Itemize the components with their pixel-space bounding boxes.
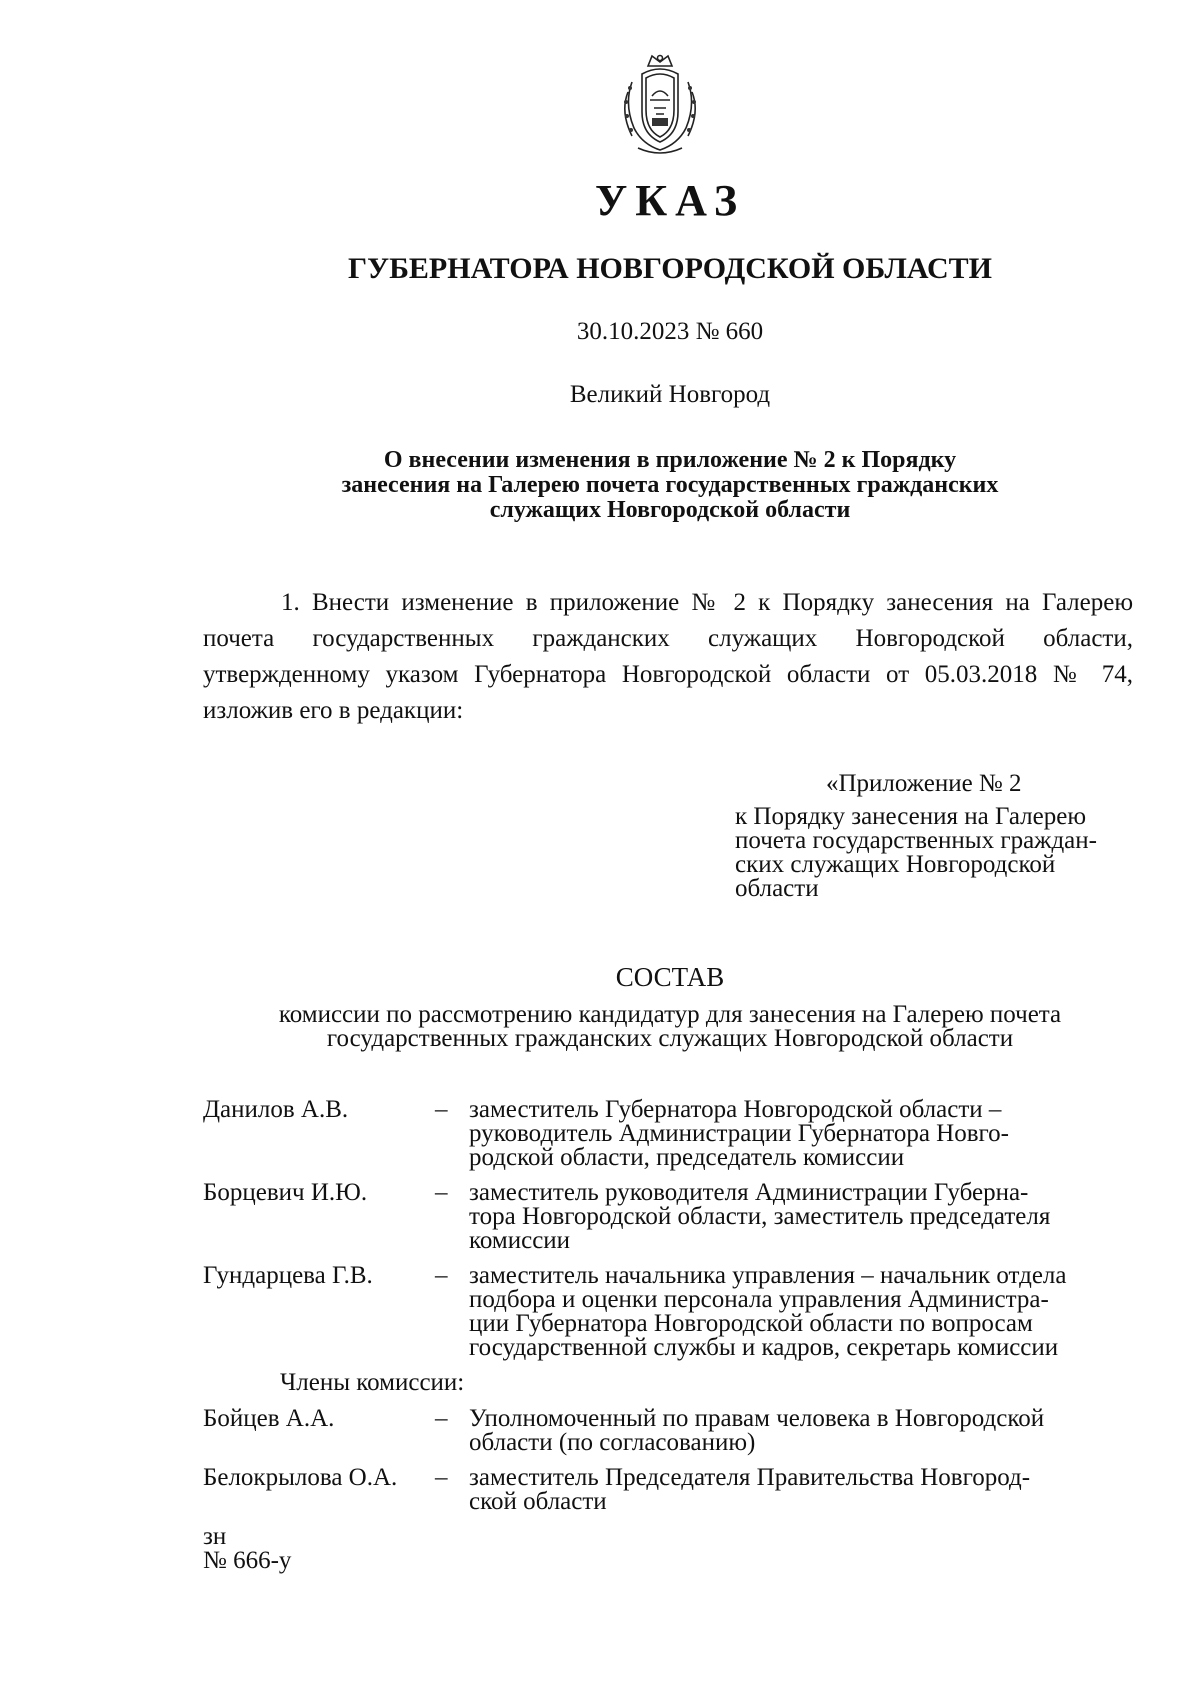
appendix-line: ских служащих Новгородской	[735, 851, 1056, 878]
commission-list	[203, 1098, 1143, 1525]
position-line: комиссии	[469, 1227, 571, 1254]
member-row	[203, 1181, 1143, 1253]
position-line: заместитель начальника управления – начальник отдела	[469, 1262, 1067, 1289]
subtitle-line: государственных гражданских служащих Новгородской области	[326, 1025, 1014, 1052]
member-position	[469, 1181, 1143, 1253]
decree-title	[0, 448, 1200, 523]
member-name: Борцевич И.Ю.	[203, 1179, 368, 1206]
appendix-line: к Порядку занесения на Галерею	[735, 803, 1087, 830]
city: Великий Новгород	[569, 381, 771, 408]
member-name: Бойцев А.А.	[203, 1405, 335, 1432]
position-line: государственной службы и кадров, секретарь комиссии	[469, 1334, 1059, 1361]
member-row	[203, 1098, 1143, 1170]
coat-of-arms-icon	[618, 52, 702, 156]
position-line: подбора и оценки персонала управления Администра-	[469, 1286, 1049, 1313]
dash: –	[435, 1179, 448, 1206]
member-name: Белокрылова О.А.	[203, 1464, 398, 1491]
footer	[203, 1525, 291, 1573]
composition-heading: СОСТАВ	[615, 962, 725, 992]
title-line: О внесении изменения в приложение № 2 к Порядку	[383, 447, 957, 473]
member-position	[469, 1466, 1143, 1514]
subtitle-line: комиссии по рассмотрению кандидатур для занесения на Галерею почета	[278, 1001, 1062, 1028]
document-type: УКАЗ	[594, 176, 746, 225]
reference-number: № 666-у	[203, 1547, 292, 1574]
member-name: Гундарцева Г.В.	[203, 1262, 373, 1289]
position-line: ции Губернатора Новгородской области по вопросам	[469, 1310, 1033, 1337]
position-line: заместитель Председателя Правительства Новгород-	[469, 1464, 1031, 1491]
appendix-line: почета государственных граждан-	[735, 827, 1097, 854]
appendix-heading: «Приложение № 2	[826, 770, 1022, 797]
dash: –	[435, 1464, 448, 1491]
appendix-caption	[735, 805, 1135, 901]
members-label: Члены комиссии:	[280, 1369, 465, 1396]
position-line: заместитель руководителя Администрации Губерна-	[469, 1179, 1029, 1206]
member-position	[469, 1264, 1143, 1360]
composition-subtitle	[0, 1003, 1200, 1051]
member-row	[203, 1466, 1143, 1514]
member-position	[469, 1407, 1143, 1455]
decree-body	[203, 585, 1133, 729]
position-line: области (по согласованию)	[469, 1429, 756, 1456]
title-line: служащих Новгородской области	[489, 497, 851, 523]
position-line: родской области, председатель комиссии	[469, 1144, 905, 1171]
position-line: ской области	[469, 1488, 607, 1515]
position-line: тора Новгородской области, заместитель председателя	[469, 1203, 1051, 1230]
appendix-line: области	[735, 875, 819, 902]
member-row	[203, 1264, 1143, 1360]
executor-initials: зн	[203, 1523, 227, 1550]
member-row	[203, 1407, 1143, 1455]
member-name: Данилов А.В.	[203, 1096, 349, 1123]
date-number: 30.10.2023 № 660	[576, 318, 764, 345]
dash: –	[435, 1096, 448, 1123]
member-position	[469, 1098, 1143, 1170]
position-line: руководитель Администрации Губернатора Новго-	[469, 1120, 1009, 1147]
position-line: заместитель Губернатора Новгородской области –	[469, 1096, 1002, 1123]
dash: –	[435, 1262, 448, 1289]
title-line: занесения на Галерею почета государственных гражданских	[341, 472, 999, 498]
dash: –	[435, 1405, 448, 1432]
position-line: Уполномоченный по правам человека в Новгородской	[469, 1405, 1045, 1432]
issuer-title: ГУБЕРНАТОРА НОВГОРОДСКОЙ ОБЛАСТИ	[347, 252, 993, 285]
paragraph-1: 1. Внести изменение в приложение № 2 к Порядку занесения на Галерею почета государственных гражданских служащих Новгородской области, утвержденному указом Губернатора Новгородской области от 05.03.2018 № 74, изложив его в редакции:	[203, 589, 1133, 724]
